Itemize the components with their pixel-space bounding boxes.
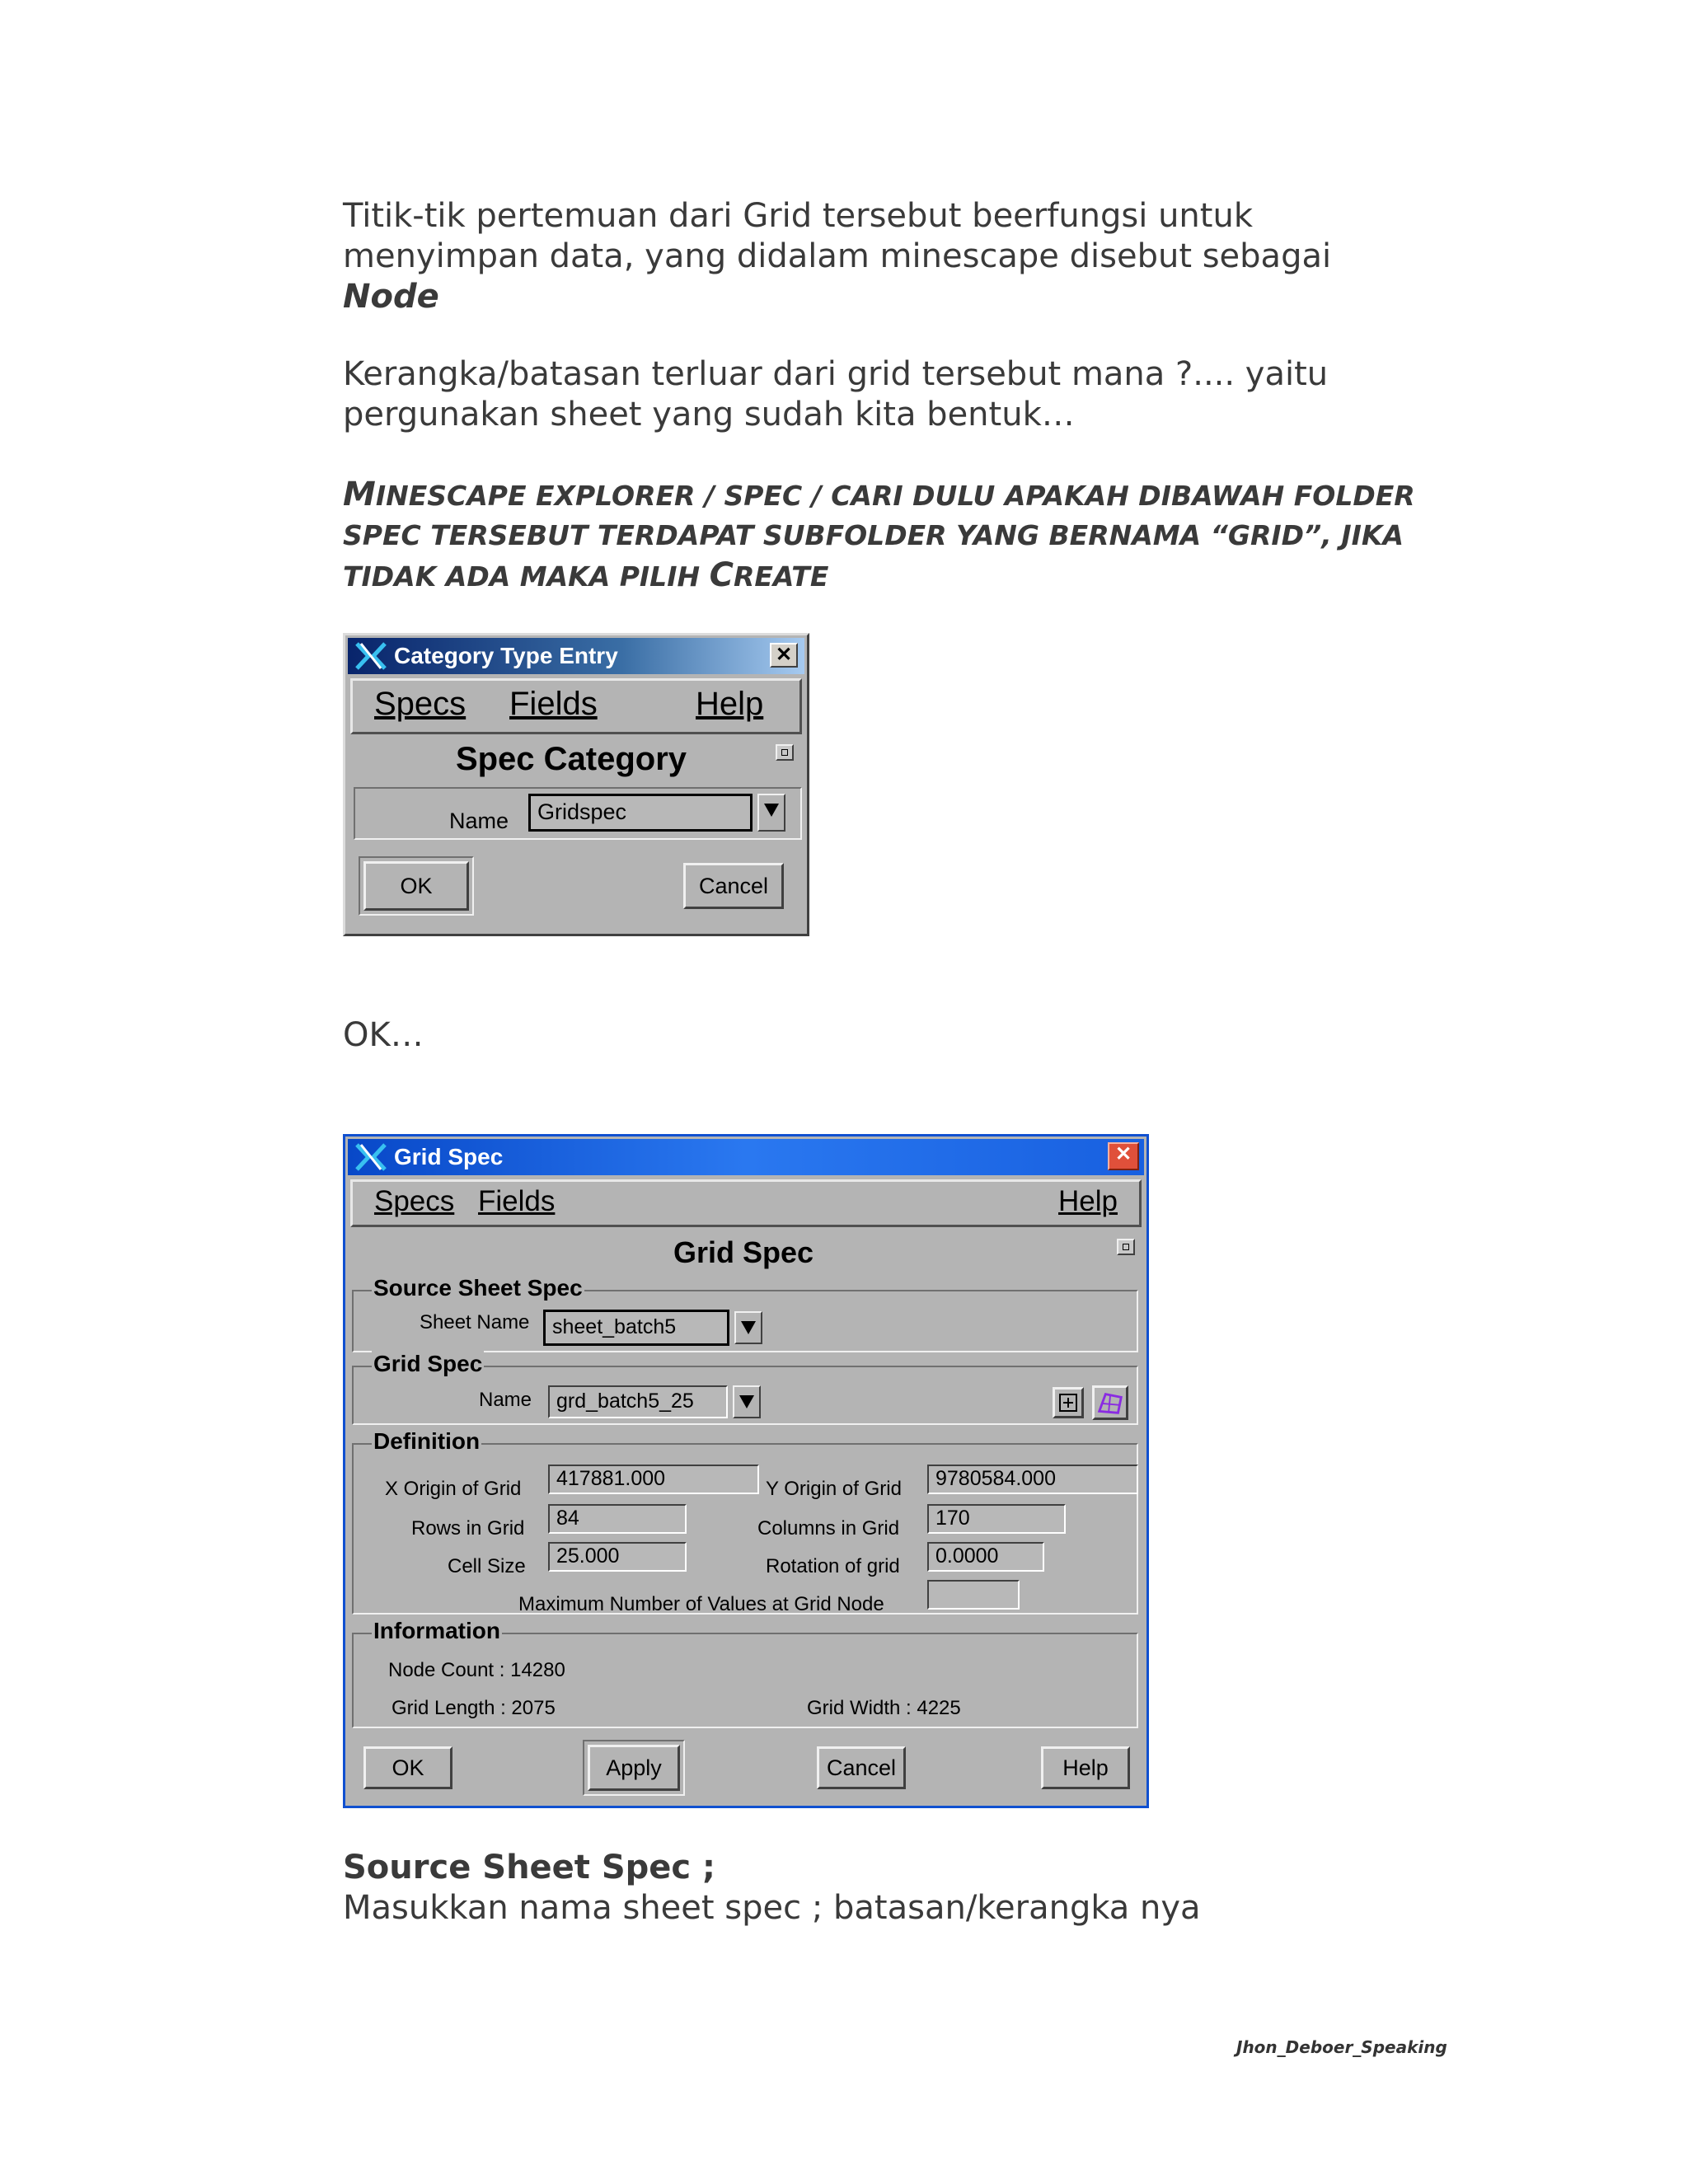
menu-bar xyxy=(350,1179,1142,1227)
grid-width-text: Grid Width : 4225 xyxy=(807,1697,961,1719)
text-line: INESCAPE EXPLORER / SPEC / CARI DULU APAKAH DIBAWAH FOLDER xyxy=(375,480,1415,512)
dialog-titlebar[interactable] xyxy=(348,1139,1144,1175)
paragraph-source-sheet-spec xyxy=(343,1848,1431,1929)
close-button[interactable]: ✕ xyxy=(770,643,798,668)
definition-title: Definition xyxy=(373,1428,481,1454)
dialog-title: Grid Spec xyxy=(394,1144,504,1169)
text-line: pergunakan sheet yang sudah kita bentuk… xyxy=(343,396,1075,434)
dialog-titlebar[interactable] xyxy=(348,638,804,674)
text-line: Titik-tik pertemuan dari Grid tersebut beerfungsi untuk xyxy=(343,197,1253,235)
source-sheet-spec-title: Source Sheet Spec xyxy=(373,1275,583,1301)
grid-outline-icon xyxy=(1095,1388,1126,1418)
cell-size-label: Cell Size xyxy=(448,1555,526,1577)
grid-name-input[interactable]: grd_batch5_25 xyxy=(548,1385,728,1418)
menu-specs[interactable]: Specs xyxy=(374,1185,455,1217)
detach-icon[interactable] xyxy=(1117,1239,1135,1255)
plus-box-icon xyxy=(1055,1390,1081,1416)
text-line: Masukkan nama sheet spec ; batasan/kerangka nya xyxy=(343,1889,1201,1927)
footer-author: Jhon_Deboer_Speaking xyxy=(1236,2037,1447,2057)
grid-length-text: Grid Length : 2075 xyxy=(392,1697,556,1719)
rows-label: Rows in Grid xyxy=(411,1517,525,1540)
sheet-name-dropdown-arrow-icon[interactable] xyxy=(734,1311,762,1344)
x-origin-input[interactable]: 417881.000 xyxy=(548,1465,759,1494)
section-heading: Source Sheet Spec ; xyxy=(343,1849,716,1886)
ok-button[interactable]: OK xyxy=(363,1746,452,1789)
name-row xyxy=(354,787,802,840)
name-dropdown-arrow-icon[interactable] xyxy=(757,794,785,832)
close-button[interactable]: ✕ xyxy=(1108,1142,1139,1170)
category-type-entry-dialog xyxy=(343,633,809,936)
menu-fields[interactable]: Fields xyxy=(509,686,598,722)
menu-fields[interactable]: Fields xyxy=(478,1185,556,1217)
draw-grid-button[interactable] xyxy=(1092,1385,1128,1420)
instruction-text xyxy=(343,475,1423,597)
paragraph-frame-question xyxy=(343,354,1431,435)
y-origin-input[interactable]: 9780584.000 xyxy=(927,1465,1138,1494)
dialog-title: Category Type Entry xyxy=(394,643,618,668)
ok-button-frame xyxy=(359,856,474,916)
x-origin-label: X Origin of Grid xyxy=(385,1478,522,1500)
x-logo-icon xyxy=(354,1143,387,1171)
node-count-text: Node Count : 14280 xyxy=(388,1659,565,1681)
drop-cap: M xyxy=(343,476,376,513)
sheet-name-input[interactable]: sheet_batch5 xyxy=(543,1310,729,1346)
information-title: Information xyxy=(373,1618,500,1643)
ok-text: OK… xyxy=(343,1016,424,1054)
paragraph-grid-nodes xyxy=(343,196,1431,317)
grid-spec-heading: Grid Spec xyxy=(673,1235,814,1269)
name-input[interactable]: Gridspec xyxy=(528,794,753,832)
text-line: Kerangka/batasan terluar dari grid tersebut mana ?.... yaitu xyxy=(343,355,1329,393)
cancel-button[interactable]: Cancel xyxy=(683,863,784,909)
max-values-label: Maximum Number of Values at Grid Node xyxy=(518,1593,884,1615)
add-grid-button[interactable] xyxy=(1053,1387,1084,1418)
text-line: TIDAK ADA MAKA PILIH xyxy=(343,560,710,593)
text-line: REATE xyxy=(733,560,829,593)
menu-help[interactable]: Help xyxy=(696,686,764,722)
sheet-name-label: Sheet Name xyxy=(420,1311,530,1333)
menu-help[interactable]: Help xyxy=(1058,1185,1118,1217)
columns-input[interactable]: 170 xyxy=(927,1504,1066,1534)
columns-label: Columns in Grid xyxy=(757,1517,900,1540)
text-line: menyimpan data, yang didalam minescape disebut sebagai xyxy=(343,237,1332,275)
x-logo-icon xyxy=(354,642,387,670)
name-label: Name xyxy=(449,808,509,833)
grid-spec-dialog xyxy=(343,1134,1149,1808)
help-button[interactable]: Help xyxy=(1041,1746,1130,1789)
apply-button-frame xyxy=(583,1740,685,1796)
menu-specs[interactable]: Specs xyxy=(374,686,467,722)
ok-button[interactable]: OK xyxy=(363,861,469,911)
node-term: Node xyxy=(343,278,439,316)
cell-size-input[interactable]: 25.000 xyxy=(548,1542,687,1572)
rotation-input[interactable]: 0.0000 xyxy=(927,1542,1044,1572)
max-values-input[interactable] xyxy=(927,1580,1020,1610)
grid-name-label: Name xyxy=(479,1389,532,1411)
drop-cap: C xyxy=(709,556,734,594)
text-line: SPEC TERSEBUT TERDAPAT SUBFOLDER YANG BERNAMA “GRID”, JIKA xyxy=(343,519,1404,551)
rotation-label: Rotation of grid xyxy=(766,1555,900,1577)
cancel-button[interactable]: Cancel xyxy=(817,1746,906,1789)
menu-bar xyxy=(350,678,802,734)
apply-button[interactable]: Apply xyxy=(588,1745,680,1791)
y-origin-label: Y Origin of Grid xyxy=(766,1478,902,1500)
grid-spec-title: Grid Spec xyxy=(373,1351,483,1376)
grid-name-dropdown-arrow-icon[interactable] xyxy=(733,1385,761,1418)
detach-icon[interactable] xyxy=(776,744,794,761)
rows-input[interactable]: 84 xyxy=(548,1504,687,1534)
spec-category-heading: Spec Category xyxy=(455,741,687,777)
